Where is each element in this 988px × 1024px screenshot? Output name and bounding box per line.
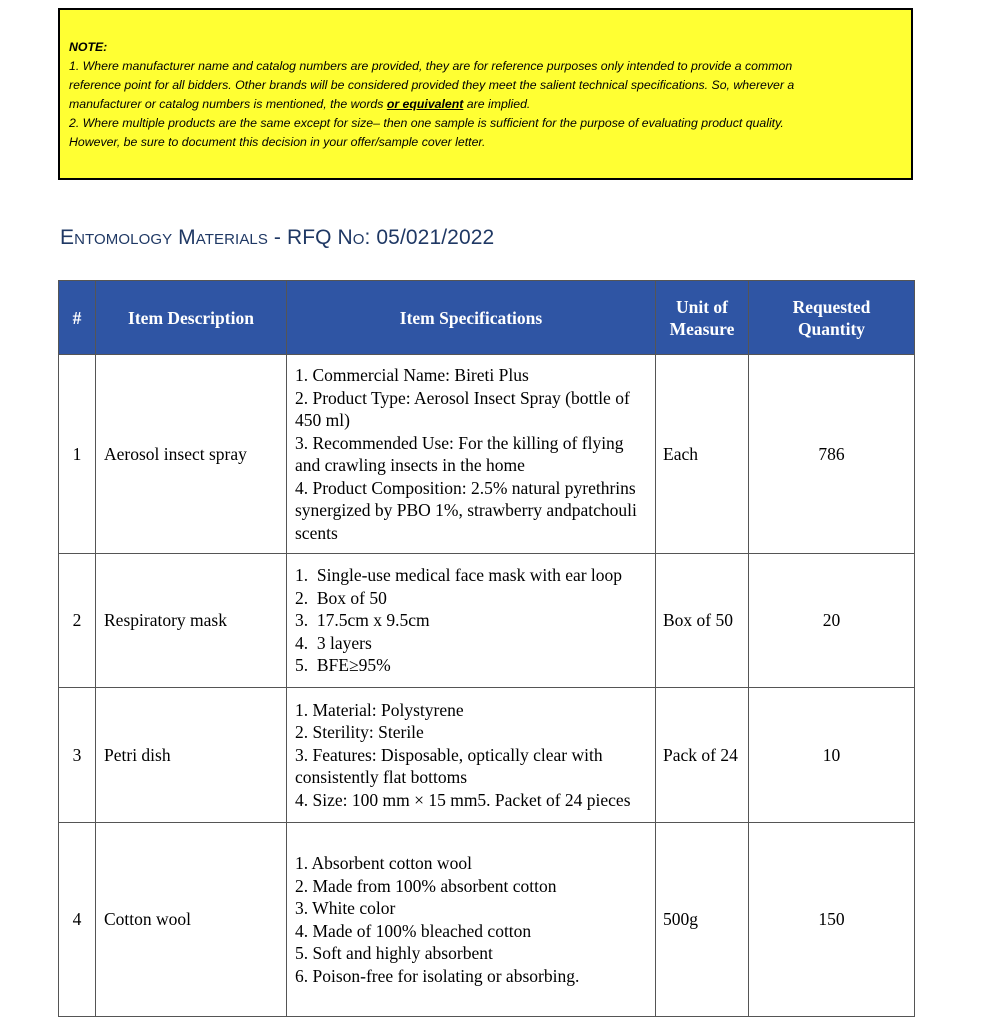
- row-number: 4: [59, 823, 96, 1017]
- row-unit: Box of 50: [656, 554, 749, 688]
- row-quantity: 150: [749, 823, 915, 1017]
- row-unit: Each: [656, 355, 749, 554]
- row-specifications: [287, 355, 656, 554]
- row-unit: Pack of 24: [656, 688, 749, 823]
- note-box: [58, 8, 913, 180]
- table-row: [59, 554, 915, 688]
- header-qty-line-1: Requested: [792, 296, 871, 317]
- spec-item: 1. Absorbent cotton wool: [295, 853, 472, 873]
- note-line-2: reference point for all bidders. Other brands will be considered provided they meet the salient technical specifications. So, wherever a: [69, 78, 795, 92]
- header-qty-line-2: Quantity: [797, 318, 866, 339]
- spec-item: 6. Poison-free for isolating or absorbing.: [295, 965, 580, 986]
- header-item-description: Item Description: [96, 281, 287, 355]
- section-title-text: Entomology Materials - RFQ No: 05/021/2022: [60, 226, 495, 249]
- spec-item: 5. Soft and highly absorbent: [295, 943, 493, 963]
- spec-item: 3. White color: [295, 898, 396, 918]
- table-header-row: [59, 281, 915, 355]
- row-number: 3: [59, 688, 96, 823]
- header-item-specifications: Item Specifications: [287, 281, 656, 355]
- note-line-3: [69, 95, 903, 114]
- table-row: [59, 688, 915, 823]
- row-quantity: 20: [749, 554, 915, 688]
- section-title: [60, 226, 494, 250]
- header-unit-of-measure: [656, 281, 749, 355]
- spec-item: 5. BFE≥95%: [295, 655, 391, 676]
- row-description: Petri dish: [96, 688, 287, 823]
- header-requested-quantity: [749, 281, 915, 355]
- spec-item: 4. 3 layers: [295, 632, 372, 653]
- spec-item: 3. 17.5cm x 9.5cm: [295, 610, 430, 631]
- note-line-3-end: are implied.: [463, 97, 531, 111]
- row-number: 2: [59, 554, 96, 688]
- spec-item: 3. Recommended Use: For the killing of flying and crawling insects in the home: [295, 432, 624, 475]
- note-line-5: However, be sure to document this decision in your offer/sample cover letter.: [69, 135, 486, 149]
- row-specifications: [287, 554, 656, 688]
- row-number: 1: [59, 355, 96, 554]
- header-unit-line-2: Measure: [669, 318, 735, 339]
- spec-item: 2. Box of 50: [295, 587, 387, 608]
- row-unit: 500g: [656, 823, 749, 1017]
- note-line-1: 1. Where manufacturer name and catalog numbers are provided, they are for reference purposes only intended to provide a common: [69, 59, 793, 73]
- or-equivalent-emphasis: or equivalent: [386, 97, 464, 111]
- spec-item: 2. Sterility: Sterile: [295, 722, 424, 743]
- note-line-4: 2. Where multiple products are the same except for size– then one sample is sufficient for the purpose of evaluating product quality.: [69, 116, 784, 130]
- table-row: [59, 355, 915, 554]
- spec-item: 3. Features: Disposable, optically clear with consistently flat bottoms: [295, 744, 603, 788]
- spec-item: 4. Size: 100 mm × 15 mm5. Packet of 24 pieces: [295, 789, 631, 810]
- row-specifications: [287, 688, 656, 823]
- spec-item: 4. Product Composition: 2.5% natural pyrethrins synergized by PBO 1%, strawberry andpatchouli scents: [295, 477, 637, 543]
- spec-item: 2. Product Type: Aerosol Insect Spray (bottle of 450 ml): [295, 387, 630, 430]
- row-description: Respiratory mask: [96, 554, 287, 688]
- spec-item: 2. Made from 100% absorbent cotton: [295, 875, 557, 896]
- row-description: Cotton wool: [96, 823, 287, 1017]
- row-quantity: 10: [749, 688, 915, 823]
- note-title: NOTE:: [69, 40, 108, 54]
- note-line-3-start: manufacturer or catalog numbers is mentioned, the words: [69, 97, 387, 111]
- header-unit-line-1: Unit of: [675, 296, 728, 317]
- spec-item: 1. Commercial Name: Bireti Plus: [295, 365, 529, 385]
- header-number: #: [59, 281, 96, 355]
- items-table: [58, 280, 915, 1017]
- spec-item: 1. Single-use medical face mask with ear loop: [295, 565, 623, 586]
- row-description: Aerosol insect spray: [96, 355, 287, 554]
- row-specifications: [287, 823, 656, 1017]
- spec-item: 4. Made of 100% bleached cotton: [295, 920, 532, 941]
- row-quantity: 786: [749, 355, 915, 554]
- table-row: [59, 823, 915, 1017]
- spec-item: 1. Material: Polystyrene: [295, 699, 464, 720]
